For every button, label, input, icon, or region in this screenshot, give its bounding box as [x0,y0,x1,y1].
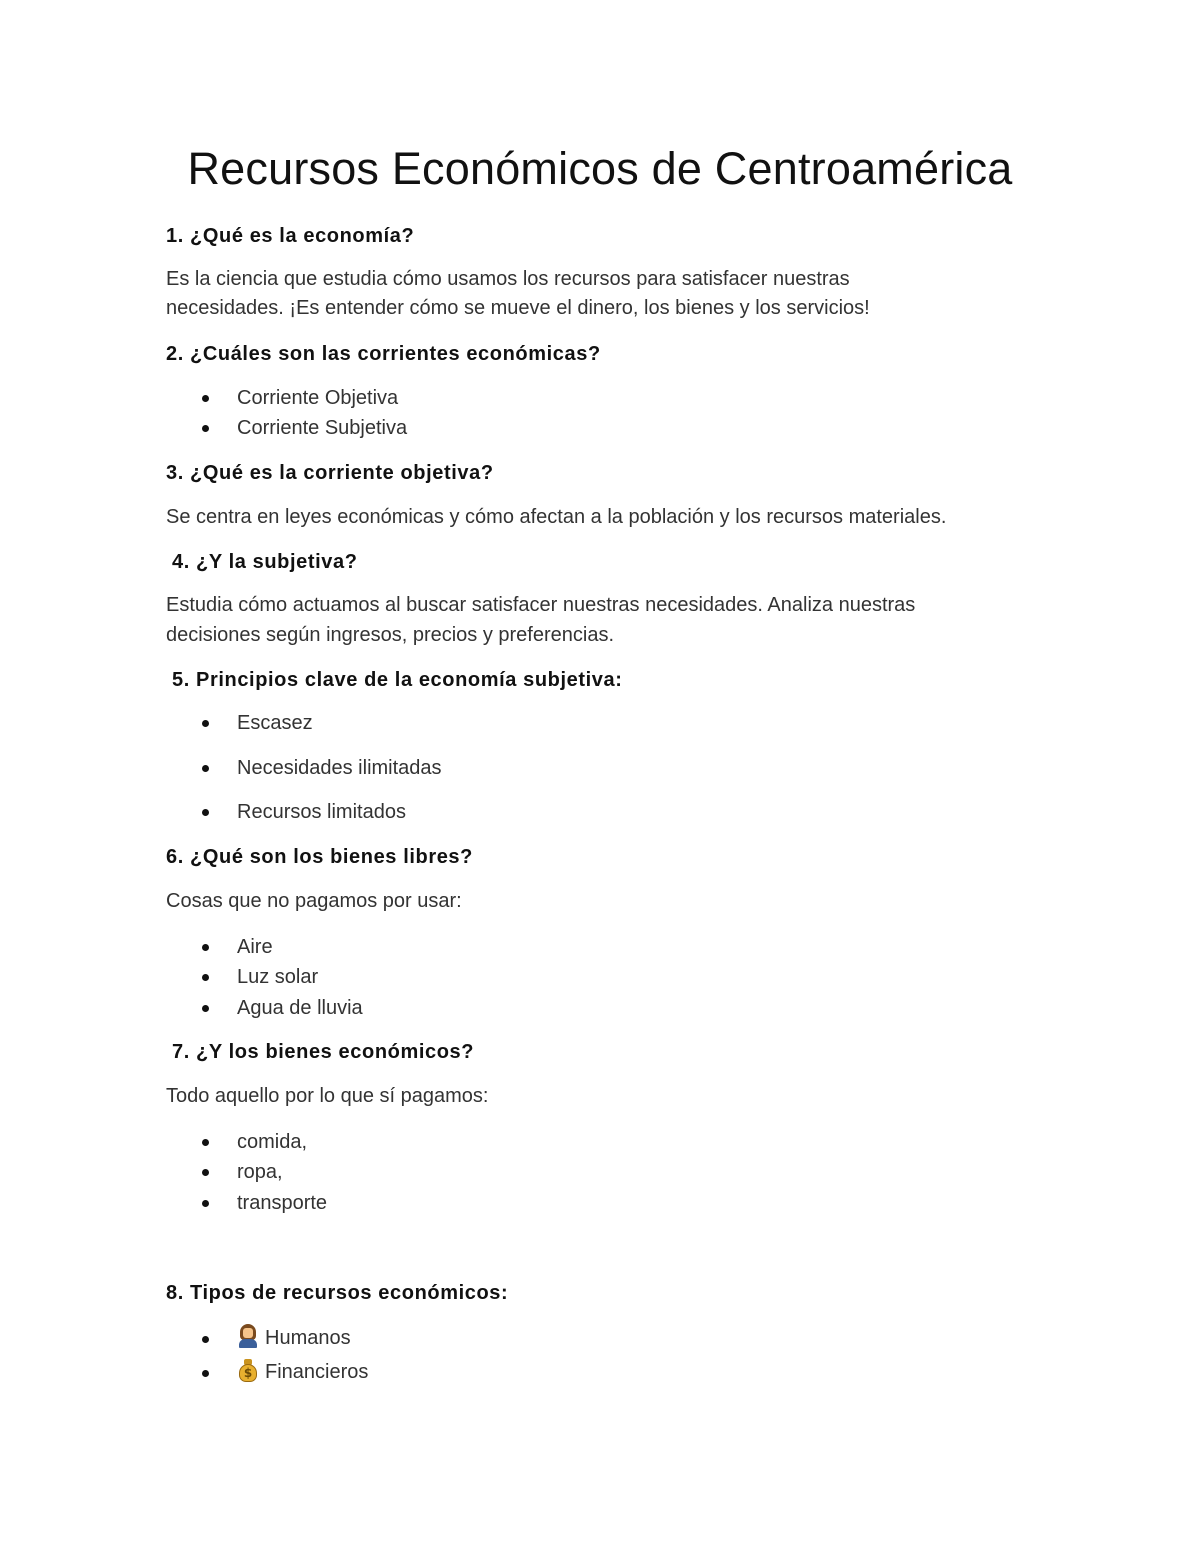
paragraph-q3-line1: Se centra en leyes económicas y cómo afectan a la población y los recursos materiales. [166,506,947,528]
heading-q7: 7. ¿Y los bienes económicos? [172,1041,475,1063]
bullet-icon [202,1200,209,1207]
list-item-label: Humanos [265,1327,351,1349]
bullet-icon [202,1139,209,1146]
bullet-icon [202,944,209,951]
list-item: comida, [237,1131,308,1153]
list-item: Agua de lluvia [237,997,363,1019]
bullet-icon [202,765,209,772]
list-item [237,1358,368,1386]
bullet-icon [202,1370,209,1377]
list-item: Aire [237,936,273,958]
list-item: Corriente Objetiva [237,387,399,409]
paragraph-q6-intro: Cosas que no pagamos por usar: [166,890,462,912]
bullet-icon [202,1169,209,1176]
list-item: Escasez [237,712,313,734]
bullet-icon [202,1005,209,1012]
bullet-icon [202,425,209,432]
list-item: ropa, [237,1161,283,1183]
money-bag-icon: $ [237,1358,259,1382]
heading-q4: 4. ¿Y la subjetiva? [172,551,358,573]
list-item: Recursos limitados [237,801,406,823]
list-item: Corriente Subjetiva [237,417,408,439]
page-title: Recursos Económicos de Centroamérica [187,143,1013,194]
list-item [237,1324,351,1352]
paragraph-q1-line1: Es la ciencia que estudia cómo usamos los recursos para satisfacer nuestras [166,268,850,290]
heading-q5: 5. Principios clave de la economía subjetiva: [172,669,623,691]
heading-q6: 6. ¿Qué son los bienes libres? [166,846,473,868]
person-icon [237,1324,259,1348]
paragraph-q7-intro: Todo aquello por lo que sí pagamos: [166,1085,489,1107]
heading-q3: 3. ¿Qué es la corriente objetiva? [166,462,494,484]
bullet-icon [202,1336,209,1343]
bullet-icon [202,809,209,816]
paragraph-q4-line2: decisiones según ingresos, precios y preferencias. [166,624,615,646]
bullet-icon [202,720,209,727]
heading-q2: 2. ¿Cuáles son las corrientes económicas? [166,343,601,365]
bullet-icon [202,395,209,402]
paragraph-q4-line1: Estudia cómo actuamos al buscar satisfacer nuestras necesidades. Analiza nuestras [166,594,916,616]
paragraph-q1-line2: necesidades. ¡Es entender cómo se mueve el dinero, los bienes y los servicios! [166,297,870,319]
list-item: transporte [237,1192,328,1214]
list-item-label: Financieros [265,1361,369,1383]
list-item: Luz solar [237,966,319,988]
heading-q1: 1. ¿Qué es la economía? [166,225,415,247]
heading-q8: 8. Tipos de recursos económicos: [166,1282,509,1304]
bullet-icon [202,974,209,981]
list-item: Necesidades ilimitadas [237,757,442,779]
